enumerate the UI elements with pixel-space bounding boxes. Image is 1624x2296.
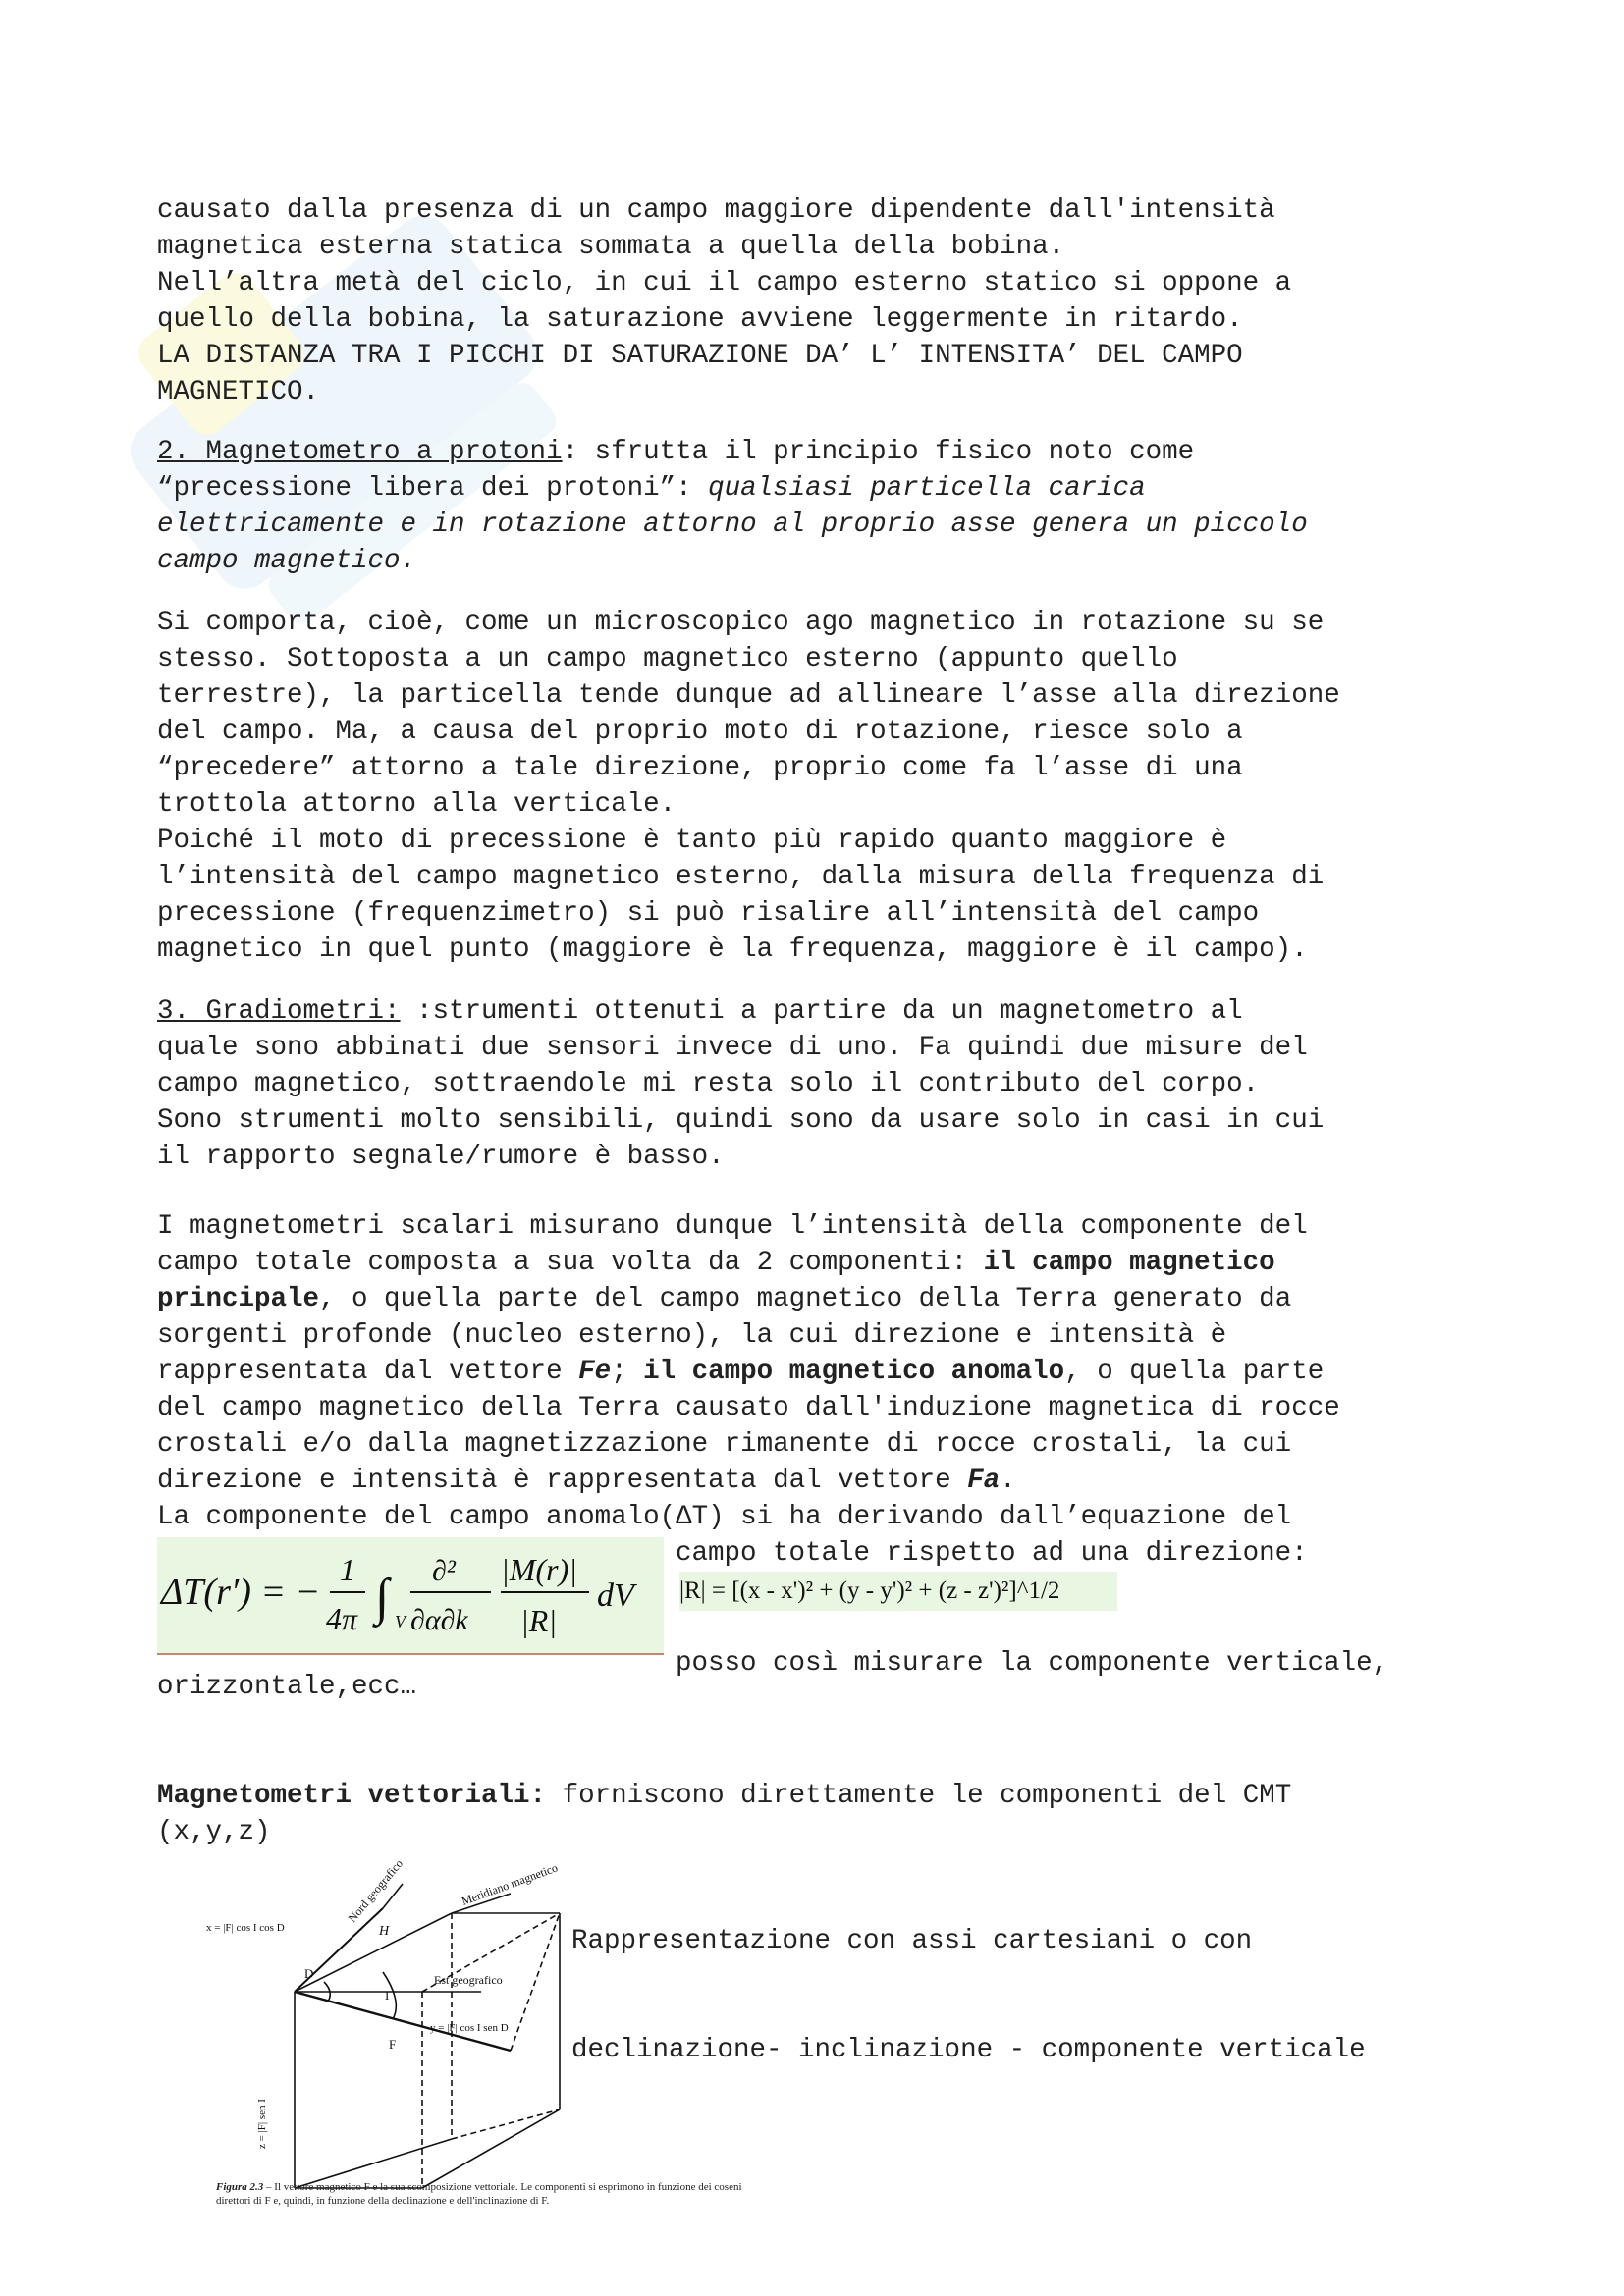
text-line: crostali e/o dalla magnetizzazione rimanente di rocce crostali, la cui xyxy=(157,1429,1292,1460)
text-run: campo totale composta a sua volta da 2 componenti: xyxy=(157,1248,984,1278)
text-line: l’intensità del campo magnetico esterno, dalla misura della frequenza di xyxy=(157,862,1325,892)
figure-caption xyxy=(216,2180,746,2208)
figure-label-x: x = |F| cos I cos D xyxy=(206,1922,285,1934)
text-line: declinazione- inclinazione - componente verticale xyxy=(571,2035,1366,2065)
text-line: terrestre), la particella tende dunque ad allineare l’asse alla direzione xyxy=(157,680,1340,711)
svg-text:∫: ∫ xyxy=(375,1570,390,1626)
text-run: , o quella parte xyxy=(1064,1357,1325,1387)
vector-section xyxy=(157,1850,1492,2243)
svg-text:4π: 4π xyxy=(326,1601,358,1636)
text-line: Poiché il moto di precessione è tanto più rapido quanto maggiore è xyxy=(157,826,1227,856)
text-run: , o quella parte del campo magnetico della Terra generato da xyxy=(319,1284,1292,1314)
scalari-paragraph xyxy=(157,1208,1492,1535)
figure-label-meridiano: Meridiano magnetico xyxy=(460,1860,560,1908)
figure-label-nord: Nord geografico xyxy=(345,1856,406,1925)
figure-label-est: Est geografico xyxy=(434,1973,503,1987)
text-run: forniscono direttamente le componenti del CMT xyxy=(546,1781,1292,1811)
text-line: campo magnetico, sottraendole mi resta solo il contributo del corpo. xyxy=(157,1069,1260,1099)
text-line: MAGNETICO. xyxy=(157,377,320,407)
svg-text:∂²: ∂² xyxy=(432,1555,456,1587)
figure-caption-label: Figura 2.3 xyxy=(216,2181,264,2193)
section-title-protoni: 2. Magnetometro a protoni xyxy=(157,437,563,467)
svg-text:1: 1 xyxy=(340,1552,355,1587)
figure-label-y: y = |F| cos I sen D xyxy=(430,2022,509,2034)
section-title-gradiometri: 3. Gradiometri: xyxy=(157,996,401,1027)
text-line: magnetico in quel punto (maggiore è la frequenza, maggiore è il campo). xyxy=(157,934,1308,965)
text-line: orizzontale,ecc… xyxy=(157,1672,417,1702)
text-run-italic: qualsiasi particella carica xyxy=(708,473,1146,504)
gradiometri-paragraph xyxy=(157,993,1492,1175)
text-run: “precessione libera dei protoni”: xyxy=(157,473,709,504)
svg-text:|M(r)|: |M(r)| xyxy=(501,1552,578,1587)
text-line: Si comporta, cioè, come un microscopico ago magnetico in rotazione su se xyxy=(157,608,1325,638)
text-line: magnetica esterna statica sommata a quella della bobina. xyxy=(157,232,1065,262)
text-line: quello della bobina, la saturazione avviene leggermente in ritardo. xyxy=(157,304,1243,335)
vector-fa: Fa xyxy=(967,1466,1001,1496)
text-line: stesso. Sottoposta a un campo magnetico esterno (appunto quello xyxy=(157,644,1178,674)
r-formula: |R| = [(x - x')² + (y - y')² + (z - z')²]^1/2 xyxy=(679,1572,1117,1611)
formula-description: campo totale rispetto ad una direzione: xyxy=(676,1538,1308,1569)
text-line: causato dalla presenza di un campo maggiore dipendente dall'intensità xyxy=(157,195,1275,226)
text-line: Nell’altra metà del ciclo, in cui il campo esterno statico si oppone a xyxy=(157,268,1292,298)
figure-label-i: I xyxy=(385,1988,390,2002)
figure-label-h: H xyxy=(379,1924,390,1939)
text-run: direzione e intensità è rappresentata dal vettore xyxy=(157,1466,968,1496)
text-run-bold: il campo magnetico xyxy=(983,1248,1275,1278)
formula-continuation: posso così misurare la componente verticale, xyxy=(676,1648,1389,1679)
svg-text:|R|: |R| xyxy=(520,1603,558,1638)
vettoriali-paragraph xyxy=(157,1778,1492,1850)
text-line: quale sono abbinati due sensori invece di uno. Fa quindi due misure del xyxy=(157,1033,1308,1063)
figure-label-f: F xyxy=(389,2037,397,2052)
svg-text:ΔT(r′) = −: ΔT(r′) = − xyxy=(161,1572,321,1613)
document-page xyxy=(157,192,1492,2243)
intro-paragraph xyxy=(157,192,1492,410)
text-line: I magnetometri scalari misurano dunque l’intensità della componente del xyxy=(157,1211,1308,1242)
vector-fe: Fe xyxy=(578,1357,612,1387)
section-title-vettoriali: Magnetometri vettoriali: xyxy=(157,1781,547,1811)
text-line: precessione (frequenzimetro) si può risalire all’intensità del campo xyxy=(157,898,1260,929)
text-line: Rappresentazione con assi cartesiani o con xyxy=(571,1926,1253,1956)
formula-row xyxy=(157,1535,1492,1679)
text-run: ; xyxy=(611,1357,644,1387)
text-run: : sfrutta il principio fisico noto come xyxy=(562,437,1195,467)
text-line-italic: elettricamente e in rotazione attorno al proprio asse genera un piccolo xyxy=(157,509,1308,540)
figure-label-d: D xyxy=(304,1966,314,1981)
svg-text:∂α∂k: ∂α∂k xyxy=(410,1604,468,1636)
svg-text:V: V xyxy=(395,1612,406,1631)
text-line: il rapporto segnale/rumore è basso. xyxy=(157,1142,725,1172)
svg-text:dV: dV xyxy=(597,1577,634,1614)
text-line: LA DISTANZA TRA I PICCHI DI SATURAZIONE DA’ L’ INTENSITA’ DEL CAMPO xyxy=(157,341,1243,371)
precessione-paragraph xyxy=(157,605,1492,968)
text-line: “precedere” attorno a tale direzione, proprio come fa l’asse di una xyxy=(157,753,1243,783)
text-line: trottola attorno alla verticale. xyxy=(157,789,677,820)
figure-label-z: z = |F| sen I xyxy=(256,2099,268,2149)
text-run: rappresentata dal vettore xyxy=(157,1357,579,1387)
delta-t-formula xyxy=(157,1537,664,1655)
text-line: (x,y,z) xyxy=(157,1817,271,1847)
figure-side-text xyxy=(571,1850,1366,2141)
text-line: del campo. Ma, a causa del proprio moto di rotazione, riesce solo a xyxy=(157,717,1243,747)
text-line-italic: campo magnetico. xyxy=(157,546,417,576)
protoni-paragraph xyxy=(157,434,1492,579)
text-line: La componente del campo anomalo(ΔT) si ha derivando dall’equazione del xyxy=(157,1502,1292,1532)
text-line: Sono strumenti molto sensibili, quindi sono da usare solo in casi in cui xyxy=(157,1105,1325,1136)
text-run: :strumenti ottenuti a partire da un magnetometro al xyxy=(400,996,1243,1027)
text-run-bold: il campo magnetico anomalo xyxy=(643,1357,1065,1387)
figure-caption-text: – Il vettore magnetico F e la sua scomposizione vettoriale. Le componenti si esprimono in funzione dei coseni direttori di F e, quindi, in funzione della declinazione e dell'inclinazione di F. xyxy=(216,2181,742,2207)
text-line: sorgenti profonde (nucleo esterno), la cui direzione e intensità è xyxy=(157,1320,1227,1351)
text-run: . xyxy=(1000,1466,1016,1496)
text-run-bold: principale xyxy=(157,1284,320,1314)
text-line: del campo magnetico della Terra causato dall'induzione magnetica di rocce xyxy=(157,1393,1340,1423)
